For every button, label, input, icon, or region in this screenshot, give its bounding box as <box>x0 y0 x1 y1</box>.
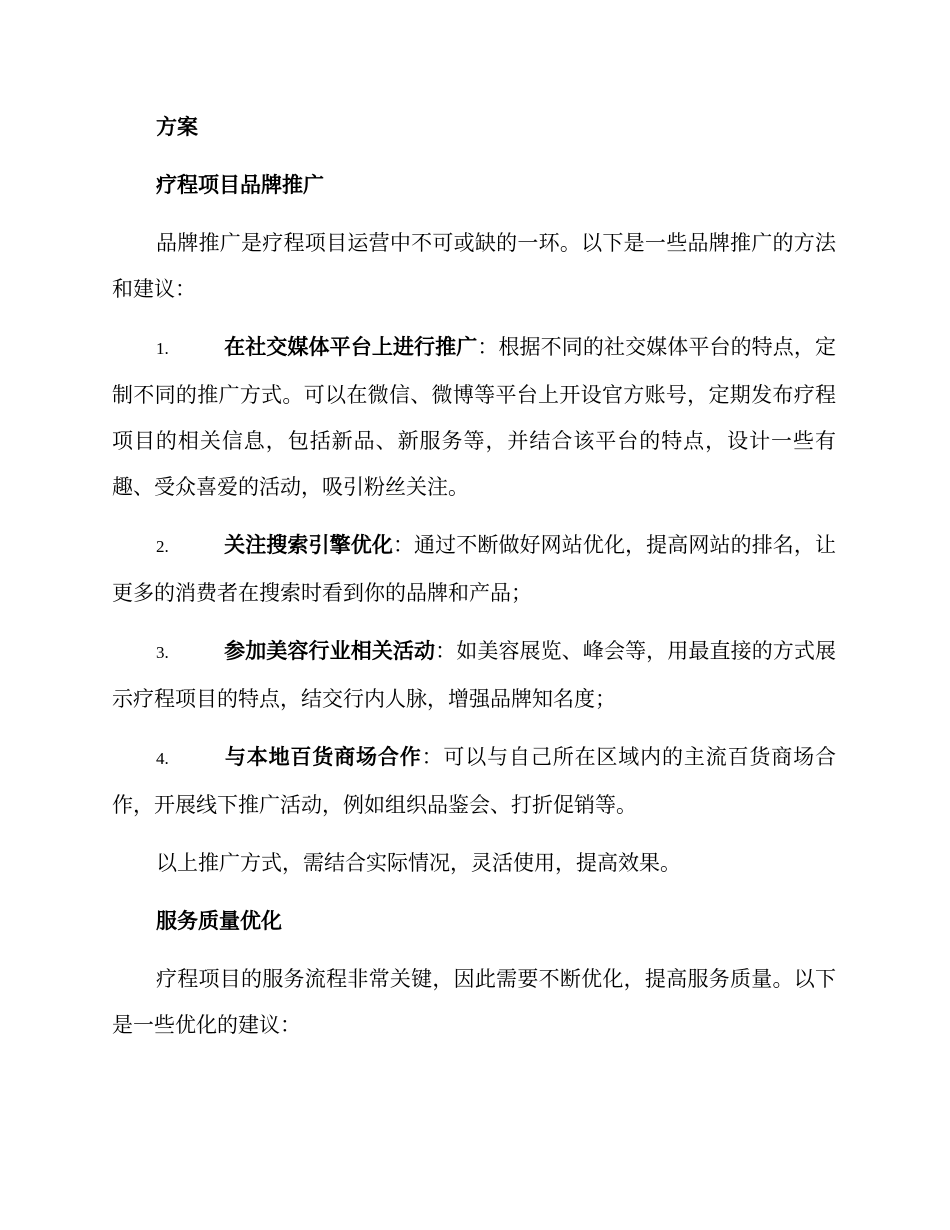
list-item <box>112 628 836 722</box>
section-heading-service-quality: 服务质量优化 <box>156 909 282 933</box>
list-item-number: 2. <box>156 537 169 556</box>
list-item <box>112 522 836 616</box>
service-quality-intro: 疗程项目的服务流程非常关键，因此需要不断优化，提高服务质量。以下是一些优化的建议： <box>112 967 836 1037</box>
list-item-title: 关注搜索引擎优化 <box>224 533 393 557</box>
list-item-title: 在社交媒体平台上进行推广 <box>224 335 478 359</box>
section-heading-brand-promotion: 疗程项目品牌推广 <box>156 173 324 197</box>
list-item-text: ：根据不同的社交媒体平台的特点，定制不同的推广方式。可以在微信、微博等平台上开设官方账号，定期发布疗程项目的相关信息，包括新品、新服务等，并结合该平台的特点，设计一些有趣、受众喜爱的活动，吸引粉丝关注。 <box>112 335 836 499</box>
list-item-text: ：可以与自己所在区域内的主流百货商场合作，开展线下推广活动，例如组织品鉴会、打折促销等。 <box>112 745 837 817</box>
brand-promotion-intro: 品牌推广是疗程项目运营中不可或缺的一环。以下是一些品牌推广的方法和建议： <box>112 231 836 301</box>
list-item-text: ：如美容展览、峰会等，用最直接的方式展示疗程项目的特点，结交行内人脉，增强品牌知名度； <box>112 639 837 711</box>
list-item-title: 参加美容行业相关活动 <box>224 639 436 663</box>
list-item-number: 1. <box>156 339 169 358</box>
list-item-text: ：通过不断做好网站优化，提高网站的排名，让更多的消费者在搜索时看到你的品牌和产品； <box>112 533 837 605</box>
promotion-summary: 以上推广方式，需结合实际情况，灵活使用，提高效果。 <box>156 851 681 875</box>
section-heading-plan: 方案 <box>156 115 198 139</box>
document-page <box>112 104 836 1060</box>
list-item-title: 与本地百货商场合作 <box>224 745 422 769</box>
list-item <box>112 734 836 828</box>
list-item-number: 3. <box>156 643 169 662</box>
list-item-number: 4. <box>156 749 169 768</box>
list-item <box>112 324 836 510</box>
